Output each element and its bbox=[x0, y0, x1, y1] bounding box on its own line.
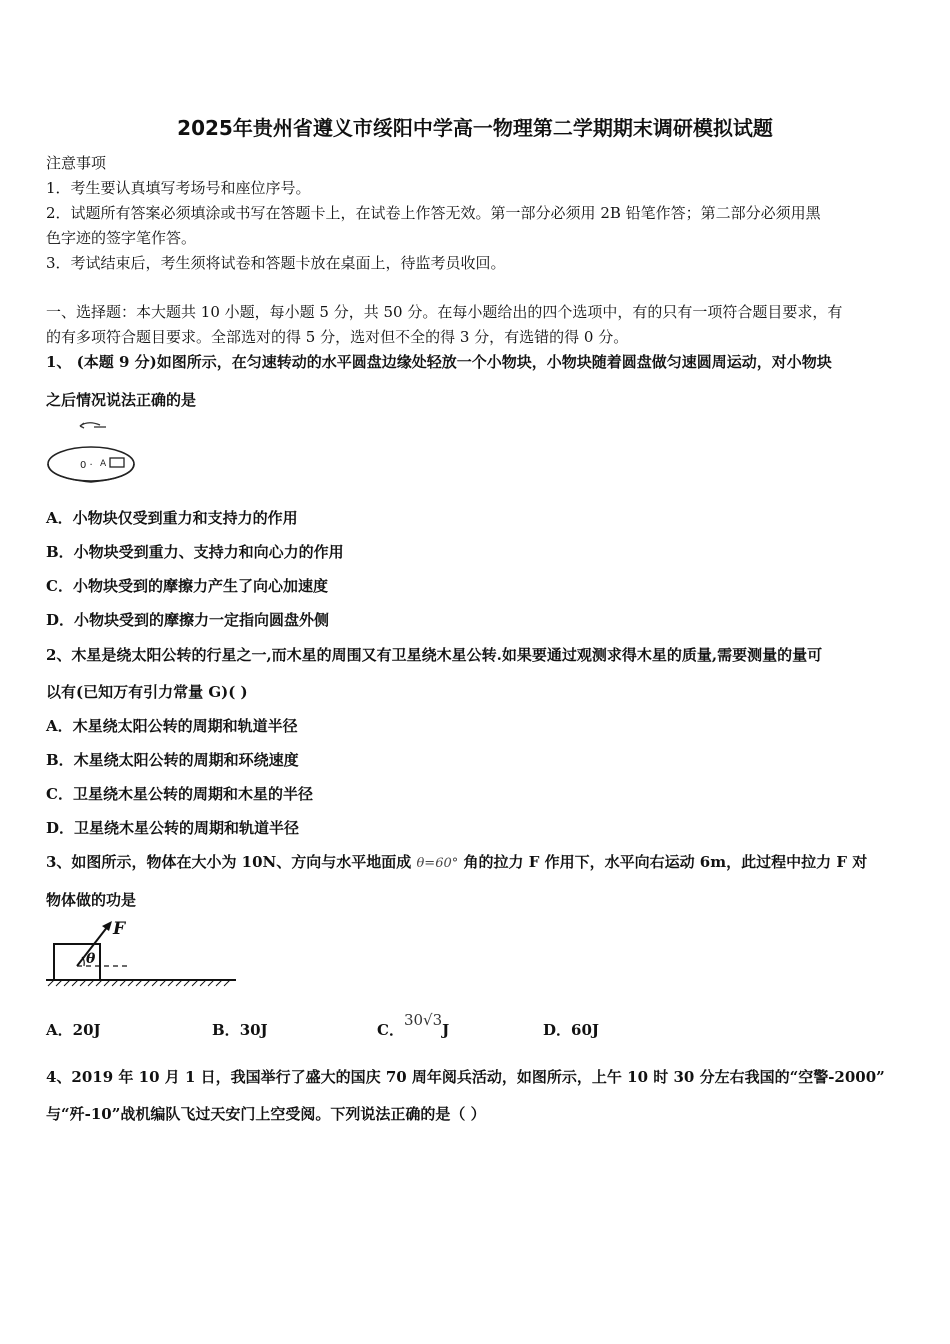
q2-option-d: D．卫星绕木星公转的周期和轨道半径 bbox=[46, 819, 300, 837]
q3-option-c-value: J bbox=[442, 1021, 450, 1039]
q3-option-c-math: 30√3 bbox=[403, 1011, 443, 1029]
page-title: 2025年贵州省遵义市绥阳中学高一物理第二学期期末调研模拟试题 bbox=[177, 116, 773, 140]
q3-option-a bbox=[46, 1019, 101, 1040]
notice-item-1: 1．考生要认真填写考场号和座位序号。 bbox=[46, 179, 311, 197]
q1-option-d: D．小物块受到的摩擦力一定指向圆盘外侧 bbox=[46, 611, 330, 629]
q4-stem-line1: 4、2019 年 10 月 1 日，我国举行了盛大的国庆 70 周年阅兵活动，如图所示，上午 10 时 30 分左右我国的“空警-2000” bbox=[46, 1068, 885, 1086]
q2-option-b: B．木星绕太阳公转的周期和环绕速度 bbox=[46, 751, 299, 769]
force-label: F bbox=[113, 919, 126, 939]
q2-option-c: C．卫星绕木星公转的周期和木星的半径 bbox=[46, 785, 313, 803]
block-label: A bbox=[100, 459, 107, 469]
q3-option-c bbox=[377, 1011, 450, 1040]
q3-stem-part-b: 角的拉力 F 作用下，水平向右运动 6m，此过程中拉力 F 对 bbox=[463, 853, 868, 871]
q3-option-a-value: 20J bbox=[72, 1021, 101, 1039]
notice-heading: 注意事项 bbox=[46, 154, 107, 172]
section-intro-line2: 的有多项符合题目要求。全部选对的得 5 分，选对但不全的得 3 分，有选错的得 0 分。 bbox=[46, 328, 629, 346]
disk-center-label: 0 · bbox=[80, 460, 93, 471]
angle-label: θ bbox=[86, 951, 96, 967]
force-arrowhead-icon bbox=[102, 921, 112, 931]
notice-item-2: 2．试题所有答案必须填涂或书写在答题卡上，在试卷上作答无效。第一部分必须用 2B 铅笔作答；第二部分必须用黑 bbox=[46, 204, 821, 222]
q3-option-d-label: D． bbox=[543, 1021, 572, 1039]
q3-option-d bbox=[543, 1019, 599, 1040]
theta-expression: θ=60° bbox=[416, 856, 459, 871]
notice-item-2-cont: 色字迹的签字笔作答。 bbox=[46, 229, 197, 247]
q2-stem-line2: 以有(已知万有引力常量 G)( ) bbox=[46, 683, 248, 701]
force-diagram-figure bbox=[44, 914, 240, 990]
q1-option-a: A．小物块仅受到重力和支持力的作用 bbox=[46, 509, 298, 527]
rotating-disk-figure bbox=[44, 416, 140, 488]
q1-stem-line2: 之后情况说法正确的是 bbox=[46, 391, 197, 409]
q2-stem-line1: 2、木星是绕太阳公转的行星之一,而木星的周围又有卫星绕木星公转.如果要通过观测求得木星的质量,需要测量的量可 bbox=[46, 646, 823, 664]
q3-option-b bbox=[212, 1019, 268, 1040]
q4-stem-line2: 与“歼-10”战机编队飞过天安门上空受阅。下列说法正确的是（ ） bbox=[46, 1105, 486, 1123]
q1-option-c: C．小物块受到的摩擦力产生了向心加速度 bbox=[46, 577, 328, 595]
small-block bbox=[110, 458, 124, 467]
q3-option-b-value: 30J bbox=[239, 1021, 268, 1039]
q2-option-a: A．木星绕太阳公转的周期和轨道半径 bbox=[46, 717, 298, 735]
section-intro-line1: 一、选择题：本大题共 10 小题，每小题 5 分，共 50 分。在每小题给出的四个选项中，有的只有一项符合题目要求，有 bbox=[46, 303, 843, 321]
q3-stem-line1 bbox=[46, 851, 867, 872]
q3-stem-line2: 物体做的功是 bbox=[46, 891, 137, 909]
q3-option-c-label: C． bbox=[377, 1021, 404, 1039]
notice-item-3: 3．考试结束后，考生须将试卷和答题卡放在桌面上，待监考员收回。 bbox=[46, 254, 506, 272]
q3-option-d-value: 60J bbox=[571, 1021, 599, 1039]
q3-option-b-label: B． bbox=[212, 1021, 240, 1039]
q1-option-b: B．小物块受到重力、支持力和向心力的作用 bbox=[46, 543, 344, 561]
q3-stem-part-a: 3、如图所示，物体在大小为 10N、方向与水平地面成 bbox=[46, 853, 412, 871]
q3-option-a-label: A． bbox=[46, 1021, 73, 1039]
q1-stem-line1: 1、 (本题 9 分)如图所示，在匀速转动的水平圆盘边缘处轻放一个小物块，小物块随着圆盘做匀速圆周运动，对小物块 bbox=[46, 353, 832, 371]
